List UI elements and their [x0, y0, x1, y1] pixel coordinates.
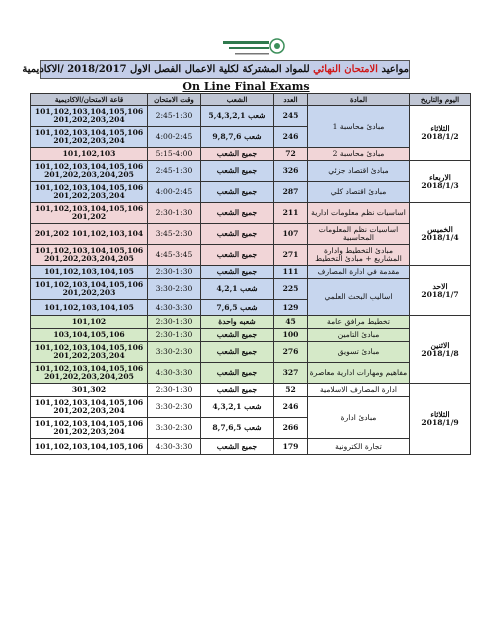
- subject-cell: تجارة الكترونية: [308, 439, 410, 455]
- halls-cell: 101,102,103,104,105,106 201,202,203,204: [31, 106, 148, 127]
- day-cell: [410, 316, 471, 384]
- groups-cell: جميع الشعب: [201, 384, 274, 397]
- column-header-halls: قاعة الامتحان/الاكاديمية: [31, 94, 148, 106]
- page-subtitle: On Line Final Exams: [182, 80, 310, 93]
- subject-cell: مفاهيم ومهارات ادارية معاصرة: [308, 363, 410, 384]
- table-row: [31, 329, 471, 342]
- table-row: [31, 224, 471, 245]
- day-date: 2018/1/4: [421, 233, 459, 242]
- groups-cell: شعب 9,8,7,6: [201, 127, 274, 148]
- day-cell: [410, 161, 471, 203]
- table-row: [31, 161, 471, 182]
- time-cell: 2:30-1:30: [148, 384, 201, 397]
- count-cell: 52: [274, 384, 308, 397]
- subject-cell: مبادئ محاسبة 2: [308, 148, 410, 161]
- count-cell: 246: [274, 397, 308, 418]
- groups-cell: جميع الشعب: [201, 224, 274, 245]
- time-cell: 4:30-3:30: [148, 439, 201, 455]
- halls-cell: 101,102,103,104,105,106 201,202,203,204,205: [31, 363, 148, 384]
- groups-cell: جميع الشعب: [201, 342, 274, 363]
- halls-cell: 101,102,103: [31, 148, 148, 161]
- subject-cell: مقدمة في ادارة المصارف: [308, 266, 410, 279]
- count-cell: 287: [274, 182, 308, 203]
- table-row: [31, 363, 471, 384]
- halls-cell: 101,102,103,104,105,106 201,202,203,204: [31, 397, 148, 418]
- table-row: [31, 279, 471, 300]
- table-row: [31, 106, 471, 127]
- day-name: الاثنين: [430, 340, 450, 350]
- day-name: الخميس: [427, 225, 453, 235]
- time-cell: 4:30-3:30: [148, 363, 201, 384]
- subject-cell: مبادئ التامين: [308, 329, 410, 342]
- column-header-subject: المادة: [308, 94, 410, 106]
- count-cell: 225: [274, 279, 308, 300]
- table-row: [31, 439, 471, 455]
- time-cell: 3:30-2:30: [148, 418, 201, 439]
- count-cell: 129: [274, 300, 308, 316]
- table-row: [31, 245, 471, 266]
- time-cell: 4:30-3:30: [148, 300, 201, 316]
- halls-cell: 301,302: [31, 384, 148, 397]
- day-date: 2018/1/9: [421, 418, 459, 427]
- groups-cell: جميع الشعب: [201, 182, 274, 203]
- table-row: [31, 384, 471, 397]
- time-cell: 4:00-2:45: [148, 182, 201, 203]
- time-cell: 2:45-1:30: [148, 106, 201, 127]
- table-row: [31, 266, 471, 279]
- column-header-time: وقت الامتحان: [148, 94, 201, 106]
- count-cell: 107: [274, 224, 308, 245]
- halls-cell: 101,102: [31, 316, 148, 329]
- day-cell: [410, 384, 471, 455]
- table-row: [31, 203, 471, 224]
- halls-cell: 101,102,103,104,105,106 201,202,203: [31, 279, 148, 300]
- halls-cell: 101,102,103,104,105,106 201,202: [31, 203, 148, 224]
- halls-cell: 101,102,103,104,105,106 201,202,203,204: [31, 182, 148, 203]
- groups-cell: جميع الشعب: [201, 203, 274, 224]
- page-title: [22, 60, 410, 79]
- time-cell: 3:30-2:30: [148, 397, 201, 418]
- count-cell: 72: [274, 148, 308, 161]
- subject-cell: مبادئ ادارة: [308, 397, 410, 439]
- column-header-day: اليوم والتاريخ: [410, 94, 471, 106]
- time-cell: 3:30-2:30: [148, 279, 201, 300]
- subject-cell: اساسيات نظم المعلومات المحاسبية: [308, 224, 410, 245]
- subject-cell: ادارة المصارف الاسلامية: [308, 384, 410, 397]
- column-header-groups: الشعب: [201, 94, 274, 106]
- time-cell: 3:30-2:30: [148, 342, 201, 363]
- count-cell: 45: [274, 316, 308, 329]
- subject-cell: مبادئ تسويق: [308, 342, 410, 363]
- count-cell: 276: [274, 342, 308, 363]
- halls-cell: 101,102,103,104,105,106 201,202,203,204,205: [31, 245, 148, 266]
- halls-cell: 101,102,103,104,105: [31, 266, 148, 279]
- time-cell: 2:30-1:30: [148, 203, 201, 224]
- halls-cell: 101,102,103,104,105: [31, 300, 148, 316]
- groups-cell: جميع الشعب: [201, 266, 274, 279]
- halls-cell: 101,102,103,104,105,106 201,202,203,204: [31, 127, 148, 148]
- groups-cell: جميع الشعب: [201, 329, 274, 342]
- time-cell: 5:15-4:00: [148, 148, 201, 161]
- subject-cell: اساليب البحث العلمي: [308, 279, 410, 316]
- table-row: [31, 148, 471, 161]
- groups-cell: شعب 5,4,3,2,1: [201, 106, 274, 127]
- halls-cell: 101,102,103,104,105,106 201,202,203,204,205: [31, 161, 148, 182]
- table-row: [31, 342, 471, 363]
- subject-cell: مبادئ اقتصاد كلي: [308, 182, 410, 203]
- groups-cell: شعب 7,6,5: [201, 300, 274, 316]
- count-cell: 246: [274, 127, 308, 148]
- table-row: [31, 397, 471, 418]
- count-cell: 211: [274, 203, 308, 224]
- groups-cell: شعب 8,7,6,5: [201, 418, 274, 439]
- count-cell: 179: [274, 439, 308, 455]
- groups-cell: جميع الشعب: [201, 161, 274, 182]
- day-date: 2018/1/3: [421, 180, 459, 190]
- table-row: [31, 182, 471, 203]
- day-name: الاحد: [432, 281, 448, 291]
- day-cell: [410, 203, 471, 266]
- count-cell: 326: [274, 161, 308, 182]
- exam-schedule-table: [30, 93, 471, 455]
- time-cell: 2:45-1:30: [148, 161, 201, 182]
- count-cell: 327: [274, 363, 308, 384]
- day-name: الثلاثاء: [430, 124, 450, 134]
- day-date: 2018/1/7: [421, 289, 459, 299]
- time-cell: 2:30-1:30: [148, 266, 201, 279]
- groups-cell: شعب 4,3,2,1: [201, 397, 274, 418]
- halls-cell: 101,102,103,104 201,202: [31, 224, 148, 245]
- count-cell: 245: [274, 106, 308, 127]
- groups-cell: شعب 4,2,1: [201, 279, 274, 300]
- subject-cell: اساسيات نظم معلومات ادارية: [308, 203, 410, 224]
- groups-cell: جميع الشعب: [201, 148, 274, 161]
- title-rest: للمواد المشتركة لكلية الاعمال الفصل الاول 2018/2017 /الاكاديمية: [22, 64, 310, 75]
- count-cell: 266: [274, 418, 308, 439]
- time-cell: 2:30-1:30: [148, 316, 201, 329]
- count-cell: 271: [274, 245, 308, 266]
- halls-cell: 101,102,103,104,105,106 201,202,203,204: [31, 418, 148, 439]
- subject-cell: تخطيط مرافق عامة: [308, 316, 410, 329]
- time-cell: 4:00-2:45: [148, 127, 201, 148]
- halls-cell: 101,102,103,104,105,106 201,202,203,204: [31, 342, 148, 363]
- day-cell: [410, 266, 471, 316]
- table-row: [31, 316, 471, 329]
- title-highlight: الامتحان النهائي: [313, 64, 378, 75]
- groups-cell: جميع الشعب: [201, 363, 274, 384]
- day-name: الثلاثاء: [430, 410, 450, 420]
- count-cell: 111: [274, 266, 308, 279]
- time-cell: 4:45-3:45: [148, 245, 201, 266]
- halls-cell: 101,102,103,104,105,106: [31, 439, 148, 455]
- subject-cell: مبادئ التخطيط وادارة المشاريع + مبادئ التخطيط: [308, 245, 410, 266]
- groups-cell: جميع الشعب: [201, 439, 274, 455]
- subject-cell: مبادئ اقتصاد جزئي: [308, 161, 410, 182]
- groups-cell: جميع الشعب: [201, 245, 274, 266]
- groups-cell: شعبه واحدة: [201, 316, 274, 329]
- day-cell: [410, 106, 471, 161]
- day-date: 2018/1/8: [421, 348, 459, 358]
- academy-logo: [215, 36, 287, 60]
- count-cell: 100: [274, 329, 308, 342]
- title-prefix: مواعيد: [381, 64, 409, 75]
- day-date: 2018/1/2: [421, 132, 459, 141]
- column-header-count: العدد: [274, 94, 308, 106]
- time-cell: 3:45-2:30: [148, 224, 201, 245]
- day-name: الاربعاء: [429, 172, 451, 182]
- subject-cell: مبادئ محاسبة 1: [308, 106, 410, 148]
- time-cell: 2:30-1:30: [148, 329, 201, 342]
- table-header-row: [31, 94, 471, 106]
- halls-cell: 103,104,105,106: [31, 329, 148, 342]
